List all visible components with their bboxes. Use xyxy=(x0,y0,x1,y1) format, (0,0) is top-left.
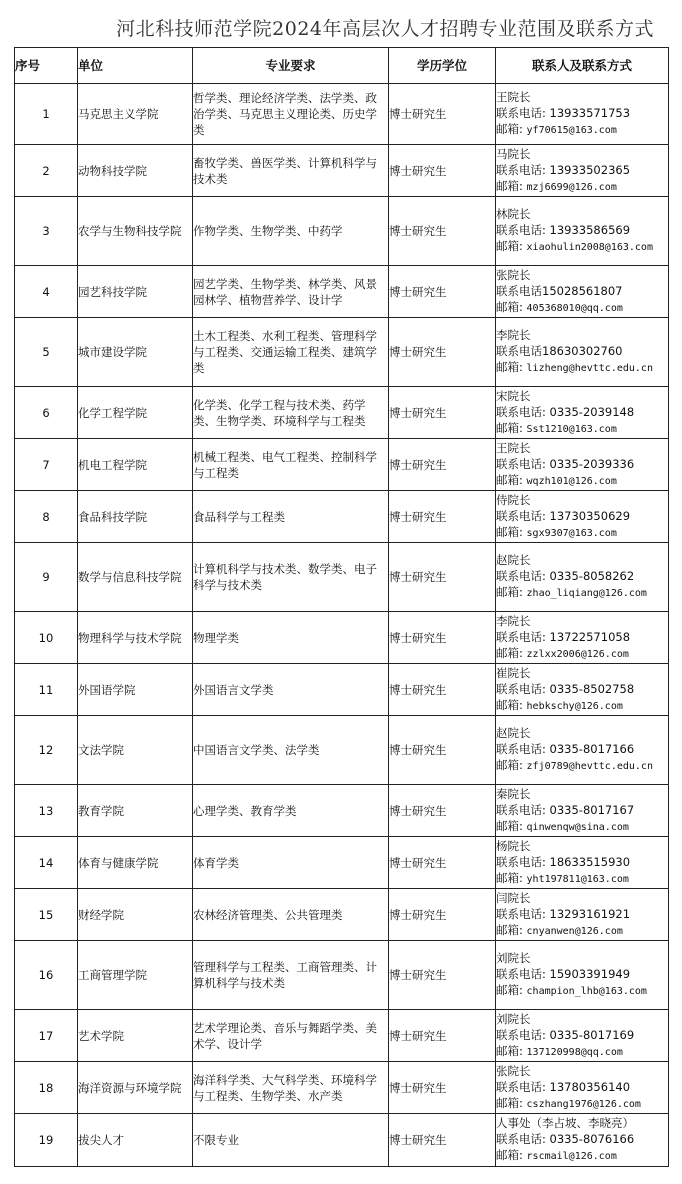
unit-name: 教育学院 xyxy=(78,785,193,837)
contact-email[interactable]: Sst1210@163.com xyxy=(526,423,617,435)
contact-name: 宋院长 xyxy=(496,388,531,403)
unit-name: 园艺科技学院 xyxy=(78,266,193,318)
contact-phone: 联系电话: 13722571058 xyxy=(496,629,631,644)
unit-name: 工商管理学院 xyxy=(78,941,193,1010)
contact-email-row xyxy=(496,982,668,1000)
email-label: 邮箱: xyxy=(496,758,523,772)
degree-requirement: 博士研究生 xyxy=(389,387,496,439)
major-requirements: 物理学类 xyxy=(193,612,389,664)
unit-name: 食品科技学院 xyxy=(78,491,193,543)
contact-phone: 联系电话: 0335-2039148 xyxy=(496,404,635,419)
table-row xyxy=(15,664,669,716)
contact-cell xyxy=(496,266,669,318)
contact-name: 刘院长 xyxy=(496,951,531,965)
unit-name: 物理科学与技术学院 xyxy=(78,612,193,664)
contact-name: 王院长 xyxy=(496,440,531,455)
contact-email-row xyxy=(496,178,668,196)
major-requirements: 机械工程类、电气工程类、控制科学与工程类 xyxy=(193,439,389,491)
contact-phone: 联系电话: 0335-8017166 xyxy=(496,742,635,756)
contact-cell xyxy=(496,837,669,889)
row-number: 12 xyxy=(15,716,78,785)
table-row xyxy=(15,439,669,491)
contact-email-row xyxy=(496,818,668,836)
contact-email[interactable]: sgx9307@163.com xyxy=(526,527,617,539)
contact-email-row xyxy=(496,870,668,888)
degree-requirement: 博士研究生 xyxy=(389,266,496,318)
contact-name: 王院长 xyxy=(496,90,531,104)
row-number: 13 xyxy=(15,785,78,837)
contact-phone: 联系电话: 0335-8017169 xyxy=(496,1027,635,1042)
contact-email[interactable]: zfj0789@hevttc.edu.cn xyxy=(526,761,653,772)
row-number: 16 xyxy=(15,941,78,1010)
unit-name: 马克思主义学院 xyxy=(78,84,193,145)
row-number: 15 xyxy=(15,889,78,941)
table-row xyxy=(15,785,669,837)
table-header-row xyxy=(15,48,669,84)
contact-email-row xyxy=(496,1095,668,1113)
degree-requirement: 博士研究生 xyxy=(389,716,496,785)
email-label: 邮箱: xyxy=(496,818,523,833)
degree-requirement: 博士研究生 xyxy=(389,1062,496,1114)
major-requirements: 管理科学与工程类、工商管理类、计算机科学与技术类 xyxy=(193,941,389,1010)
contact-phone: 联系电话: 0335-8058262 xyxy=(496,569,635,583)
degree-requirement: 博士研究生 xyxy=(389,318,496,387)
major-requirements: 计算机科学与技术类、数学类、电子科学与技术类 xyxy=(193,543,389,612)
email-label: 邮箱: xyxy=(496,983,523,997)
contact-phone: 联系电话: 0335-8502758 xyxy=(496,681,635,696)
contact-name: 秦院长 xyxy=(496,786,531,801)
email-label: 邮箱: xyxy=(496,697,523,712)
email-label: 邮箱: xyxy=(496,645,523,660)
contact-email[interactable]: 405368010@qq.com xyxy=(526,302,623,314)
contact-phone: 联系电话: 13933571753 xyxy=(496,106,631,120)
contact-email[interactable]: rscmail@126.com xyxy=(526,1151,617,1162)
contact-name: 杨院长 xyxy=(496,838,531,853)
unit-name: 体育与健康学院 xyxy=(78,837,193,889)
header-no: 序号 xyxy=(15,48,78,84)
row-number: 10 xyxy=(15,612,78,664)
contact-email[interactable]: 137120998@qq.com xyxy=(526,1046,623,1058)
contact-cell xyxy=(496,439,669,491)
row-number: 5 xyxy=(15,318,78,387)
contact-email-row xyxy=(496,584,668,602)
table-row xyxy=(15,197,669,266)
table-row xyxy=(15,716,669,785)
table-row xyxy=(15,491,669,543)
table-row xyxy=(15,612,669,664)
table-row xyxy=(15,318,669,387)
contact-cell xyxy=(496,84,669,145)
contact-name: 刘院长 xyxy=(496,1011,531,1026)
contact-email-row xyxy=(496,645,668,663)
contact-name: 赵院长 xyxy=(496,553,531,567)
table-row xyxy=(15,1062,669,1114)
unit-name: 拔尖人才 xyxy=(78,1114,193,1167)
major-requirements: 作物学类、生物学类、中药学 xyxy=(193,197,389,266)
contact-email[interactable]: hebkschy@126.com xyxy=(526,700,623,712)
contact-phone: 联系电话: 13780356140 xyxy=(496,1079,631,1094)
contact-email-row xyxy=(496,359,668,377)
row-number: 8 xyxy=(15,491,78,543)
unit-name: 数学与信息科技学院 xyxy=(78,543,193,612)
degree-requirement: 博士研究生 xyxy=(389,941,496,1010)
contact-email-row xyxy=(496,1043,668,1061)
contact-cell xyxy=(496,664,669,716)
contact-phone: 联系电话: 13730350629 xyxy=(496,508,631,523)
contact-email[interactable]: lizheng@hevttc.edu.cn xyxy=(526,363,653,374)
major-requirements: 食品科学与工程类 xyxy=(193,491,389,543)
contact-email-row xyxy=(496,524,668,542)
contact-name: 张院长 xyxy=(496,267,531,282)
table-row xyxy=(15,266,669,318)
major-requirements: 农林经济管理类、公共管理类 xyxy=(193,889,389,941)
contact-name: 人事处（李占坡、李晓亮） xyxy=(496,1116,634,1130)
degree-requirement: 博士研究生 xyxy=(389,543,496,612)
degree-requirement: 博士研究生 xyxy=(389,889,496,941)
row-number: 9 xyxy=(15,543,78,612)
major-requirements: 海洋科学类、大气科学类、环境科学与工程类、生物学类、水产类 xyxy=(193,1062,389,1114)
email-label: 邮箱: xyxy=(496,1148,523,1162)
contact-cell xyxy=(496,1062,669,1114)
contact-phone: 联系电话: 13933586569 xyxy=(496,223,631,237)
unit-name: 动物科技学院 xyxy=(78,145,193,197)
email-label: 邮箱: xyxy=(496,524,523,539)
unit-name: 外国语学院 xyxy=(78,664,193,716)
unit-name: 文法学院 xyxy=(78,716,193,785)
table-row xyxy=(15,543,669,612)
contact-email-row xyxy=(496,1147,668,1165)
row-number: 17 xyxy=(15,1010,78,1062)
row-number: 3 xyxy=(15,197,78,266)
contact-cell xyxy=(496,785,669,837)
contact-email[interactable]: wqzh101@126.com xyxy=(526,475,617,487)
contact-phone: 联系电话: 13933502365 xyxy=(496,162,631,177)
contact-cell xyxy=(496,1010,669,1062)
contact-email[interactable]: champion_lhb@163.com xyxy=(526,986,647,997)
degree-requirement: 博士研究生 xyxy=(389,1114,496,1167)
row-number: 14 xyxy=(15,837,78,889)
table-row xyxy=(15,1010,669,1062)
contact-phone: 联系电话: 15903391949 xyxy=(496,967,631,981)
email-label: 邮箱: xyxy=(496,870,523,885)
degree-requirement: 博士研究生 xyxy=(389,491,496,543)
email-label: 邮箱: xyxy=(496,472,523,487)
contact-email[interactable]: mzj6699@126.com xyxy=(526,181,617,193)
row-number: 11 xyxy=(15,664,78,716)
contact-cell xyxy=(496,145,669,197)
degree-requirement: 博士研究生 xyxy=(389,84,496,145)
contact-name: 侍院长 xyxy=(496,492,531,507)
row-number: 18 xyxy=(15,1062,78,1114)
contact-name: 李院长 xyxy=(496,613,531,628)
email-label: 邮箱: xyxy=(496,122,523,136)
recruitment-table xyxy=(14,47,669,1167)
contact-cell xyxy=(496,1114,669,1167)
row-number: 2 xyxy=(15,145,78,197)
contact-email[interactable]: cnyanwen@126.com xyxy=(526,925,623,937)
contact-phone: 联系电话: 13293161921 xyxy=(496,906,631,921)
table-row xyxy=(15,889,669,941)
header-major: 专业要求 xyxy=(193,48,389,84)
contact-email-row xyxy=(496,472,668,490)
contact-email[interactable]: zzlxx2006@126.com xyxy=(526,648,629,660)
contact-cell xyxy=(496,543,669,612)
degree-requirement: 博士研究生 xyxy=(389,837,496,889)
email-label: 邮箱: xyxy=(496,178,523,193)
table-row xyxy=(15,387,669,439)
contact-cell xyxy=(496,318,669,387)
unit-name: 农学与生物科技学院 xyxy=(78,197,193,266)
major-requirements: 心理学类、教育学类 xyxy=(193,785,389,837)
email-label: 邮箱: xyxy=(496,922,523,937)
contact-phone: 联系电话15028561807 xyxy=(496,283,623,298)
unit-name: 机电工程学院 xyxy=(78,439,193,491)
contact-email[interactable]: yf70615@163.com xyxy=(526,125,617,136)
contact-email-row xyxy=(496,238,668,256)
major-requirements: 中国语言文学类、法学类 xyxy=(193,716,389,785)
page-title: 河北科技师范学院2024年高层次人才招聘专业范围及联系方式 xyxy=(116,18,654,40)
major-requirements: 园艺学类、生物学类、林学类、风景园林学、植物营养学、设计学 xyxy=(193,266,389,318)
contact-cell xyxy=(496,941,669,1010)
degree-requirement: 博士研究生 xyxy=(389,612,496,664)
unit-name: 海洋资源与环境学院 xyxy=(78,1062,193,1114)
row-number: 19 xyxy=(15,1114,78,1167)
unit-name: 化学工程学院 xyxy=(78,387,193,439)
degree-requirement: 博士研究生 xyxy=(389,439,496,491)
row-number: 4 xyxy=(15,266,78,318)
email-label: 邮箱: xyxy=(496,585,523,599)
contact-cell xyxy=(496,197,669,266)
degree-requirement: 博士研究生 xyxy=(389,1010,496,1062)
contact-email-row xyxy=(496,922,668,940)
header-degree: 学历学位 xyxy=(389,48,496,84)
contact-email-row xyxy=(496,121,668,139)
major-requirements: 艺术学理论类、音乐与舞蹈学类、美术学、设计学 xyxy=(193,1010,389,1062)
contact-email[interactable]: cszhang1976@126.com xyxy=(526,1098,641,1110)
major-requirements: 哲学类、理论经济学类、法学类、政治学类、马克思主义理论类、历史学类 xyxy=(193,84,389,145)
table-row xyxy=(15,837,669,889)
table-row xyxy=(15,1114,669,1167)
row-number: 7 xyxy=(15,439,78,491)
email-label: 邮箱: xyxy=(496,1043,523,1058)
row-number: 1 xyxy=(15,84,78,145)
email-label: 邮箱: xyxy=(496,360,523,374)
unit-name: 艺术学院 xyxy=(78,1010,193,1062)
header-unit: 单位 xyxy=(78,48,193,84)
major-requirements: 不限专业 xyxy=(193,1114,389,1167)
contact-cell xyxy=(496,612,669,664)
major-requirements: 化学类、化学工程与技术类、药学类、生物学类、环境科学与工程类 xyxy=(193,387,389,439)
contact-name: 张院长 xyxy=(496,1063,531,1078)
major-requirements: 外国语言文学类 xyxy=(193,664,389,716)
major-requirements: 体育学类 xyxy=(193,837,389,889)
contact-cell xyxy=(496,491,669,543)
degree-requirement: 博士研究生 xyxy=(389,145,496,197)
table-row xyxy=(15,145,669,197)
contact-cell xyxy=(496,716,669,785)
contact-email-row xyxy=(496,697,668,715)
unit-name: 财经学院 xyxy=(78,889,193,941)
major-requirements: 畜牧学类、兽医学类、计算机科学与技术类 xyxy=(193,145,389,197)
contact-email[interactable]: qinwenqw@sina.com xyxy=(526,821,629,833)
email-label: 邮箱: xyxy=(496,1095,523,1110)
contact-cell xyxy=(496,889,669,941)
header-contact: 联系人及联系方式 xyxy=(496,48,669,84)
email-label: 邮箱: xyxy=(496,239,523,253)
contact-name: 林院长 xyxy=(496,207,531,221)
email-label: 邮箱: xyxy=(496,420,523,435)
contact-email[interactable]: yht197811@163.com xyxy=(526,873,629,885)
contact-name: 赵院长 xyxy=(496,726,531,740)
degree-requirement: 博士研究生 xyxy=(389,664,496,716)
contact-email-row xyxy=(496,420,668,438)
contact-email[interactable]: xiaohulin2008@163.com xyxy=(526,242,653,253)
contact-email-row xyxy=(496,299,668,317)
contact-phone: 联系电话: 0335-2039336 xyxy=(496,456,635,471)
degree-requirement: 博士研究生 xyxy=(389,785,496,837)
contact-phone: 联系电话: 0335-8076166 xyxy=(496,1132,635,1146)
contact-name: 马院长 xyxy=(496,146,531,161)
contact-email-row xyxy=(496,757,668,775)
contact-phone: 联系电话: 0335-8017167 xyxy=(496,802,635,817)
table-row xyxy=(15,84,669,145)
contact-phone: 联系电话18630302760 xyxy=(496,344,623,358)
table-row xyxy=(15,941,669,1010)
contact-email[interactable]: zhao_liqiang@126.com xyxy=(526,588,647,599)
major-requirements: 土木工程类、水利工程类、管理科学与工程类、交通运输工程类、建筑学类 xyxy=(193,318,389,387)
contact-name: 闫院长 xyxy=(496,890,531,905)
unit-name: 城市建设学院 xyxy=(78,318,193,387)
email-label: 邮箱: xyxy=(496,299,523,314)
contact-name: 李院长 xyxy=(496,328,531,342)
contact-phone: 联系电话: 18633515930 xyxy=(496,854,631,869)
contact-name: 崔院长 xyxy=(496,665,531,680)
degree-requirement: 博士研究生 xyxy=(389,197,496,266)
row-number: 6 xyxy=(15,387,78,439)
contact-cell xyxy=(496,387,669,439)
